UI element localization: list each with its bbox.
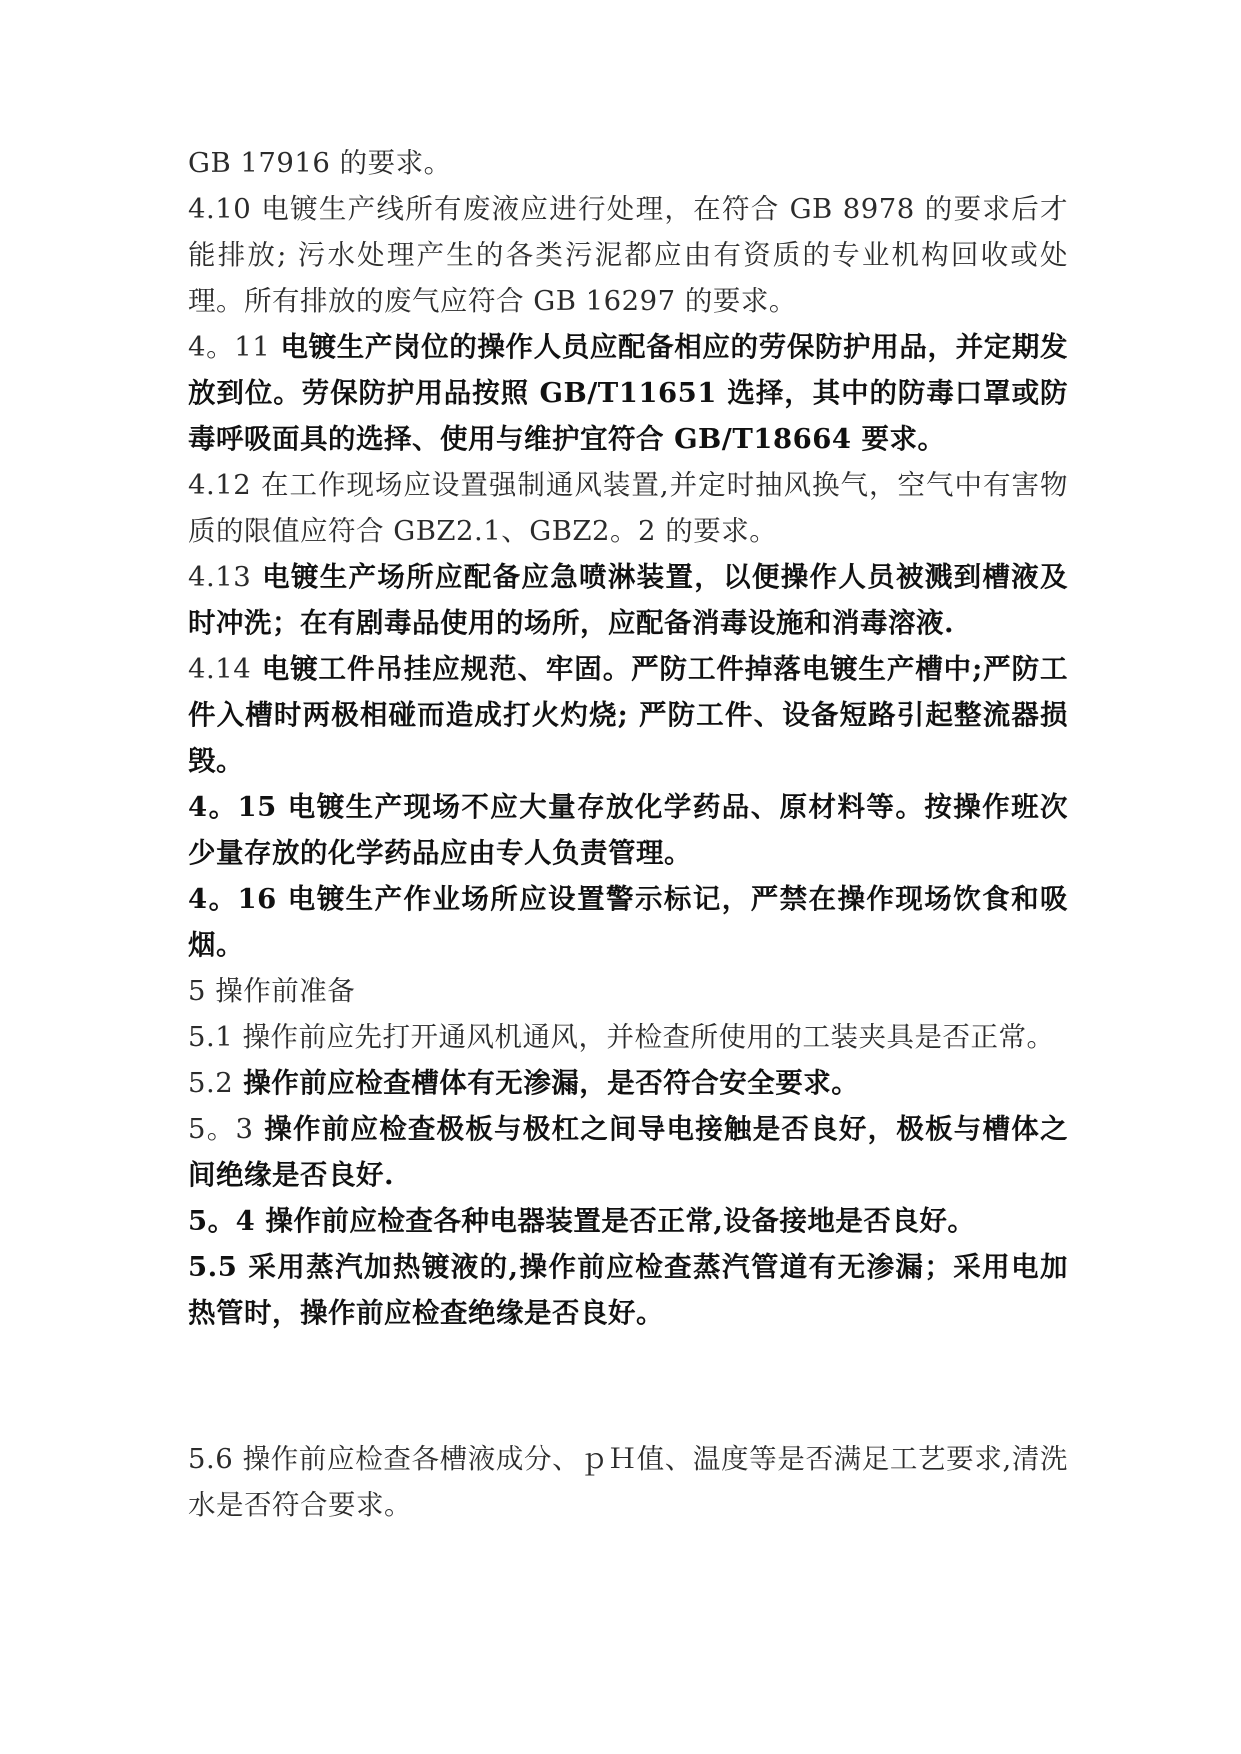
paragraph-text: 操作前应先打开通风机通风，并检查所使用的工装夹具是否正常。	[233, 1021, 1055, 1053]
paragraph-text: GB 17916 的要求。	[188, 147, 452, 179]
paragraph-number: 5.1	[188, 1021, 234, 1053]
paragraph-text: 操作前应检查槽体有无渗漏，是否符合安全要求。	[233, 1067, 860, 1099]
paragraph-number: 5.2	[188, 1067, 234, 1099]
paragraph-4-14	[188, 646, 1068, 784]
paragraph-5-3	[188, 1106, 1068, 1198]
paragraph-continuation	[188, 140, 1068, 186]
paragraph-4-16	[188, 876, 1068, 968]
section-heading-5	[188, 968, 1068, 1014]
paragraph-text: 电镀生产作业场所应设置警示标记，严禁在操作现场饮食和吸烟。	[188, 883, 1069, 961]
paragraph-text: 电镀工件吊挂应规范、牢固。严防工件掉落电镀生产槽中;严防工件入槽时两极相碰而造成打火灼烧; 严防工件、设备短路引起整流器损毁。	[188, 653, 1068, 777]
paragraph-number: 4。11	[188, 331, 271, 363]
paragraph-5-2	[188, 1060, 1068, 1106]
paragraph-5-6	[188, 1436, 1068, 1528]
paragraph-number: 5。4	[188, 1205, 256, 1237]
blank-gap	[188, 1336, 1068, 1436]
paragraph-number: 4.14	[188, 653, 252, 685]
paragraph-number: 4.10	[188, 193, 252, 225]
paragraph-number: 5。3	[188, 1113, 254, 1145]
paragraph-4-13	[188, 554, 1068, 646]
paragraph-5-4	[188, 1198, 1068, 1244]
paragraph-number: 5	[188, 975, 206, 1007]
paragraph-number: 4。15	[188, 791, 277, 823]
paragraph-text: 电镀生产场所应配备应急喷淋装置，以便操作人员被溅到槽液及时冲洗；在有剧毒品使用的场所，应配备消毒设施和消毒溶液.	[188, 561, 1068, 639]
paragraph-text: 操作前应检查各种电器装置是否正常,设备接地是否良好。	[255, 1205, 976, 1237]
paragraph-5-5	[188, 1244, 1068, 1336]
document-body	[188, 140, 1068, 1528]
paragraph-4-11	[188, 324, 1068, 462]
paragraph-number: 5.5	[188, 1251, 238, 1283]
paragraph-text: 电镀生产现场不应大量存放化学药品、原材料等。按操作班次少量存放的化学药品应由专人负责管理。	[188, 791, 1069, 869]
paragraph-4-10	[188, 186, 1068, 324]
paragraph-number: 4.13	[188, 561, 252, 593]
paragraph-number: 5.6	[188, 1443, 234, 1475]
paragraph-number: 4。16	[188, 883, 277, 915]
paragraph-4-12	[188, 462, 1068, 554]
paragraph-text: 操作前准备	[206, 975, 356, 1007]
paragraph-text: 电镀生产线所有废液应进行处理，在符合 GB 8978 的要求后才能排放; 污水处理产生的各类污泥都应由有资质的专业机构回收或处理。所有排放的废气应符合 GB 16297 的要求。	[188, 193, 1068, 317]
paragraph-number: 4.12	[188, 469, 252, 501]
paragraph-text: 电镀生产岗位的操作人员应配备相应的劳保防护用品，并定期发放到位。劳保防护用品按照 GB/T11651 选择，其中的防毒口罩或防毒呼吸面具的选择、使用与维护宜符合 GB/T18664 要求。	[188, 331, 1068, 455]
paragraph-text: 操作前应检查极板与极杠之间导电接触是否良好，极板与槽体之间绝缘是否良好.	[188, 1113, 1069, 1191]
paragraph-text: 在工作现场应设置强制通风装置,并定时抽风换气，空气中有害物质的限值应符合 GBZ2.1、GBZ2。2 的要求。	[188, 469, 1068, 547]
paragraph-5-1	[188, 1014, 1068, 1060]
paragraph-text: 采用蒸汽加热镀液的,操作前应检查蒸汽管道有无渗漏；采用电加热管时，操作前应检查绝缘是否良好。	[188, 1251, 1068, 1329]
paragraph-4-15	[188, 784, 1068, 876]
paragraph-text: 操作前应检查各槽液成分、ｐＨ值、温度等是否满足工艺要求,清洗水是否符合要求。	[188, 1443, 1068, 1521]
